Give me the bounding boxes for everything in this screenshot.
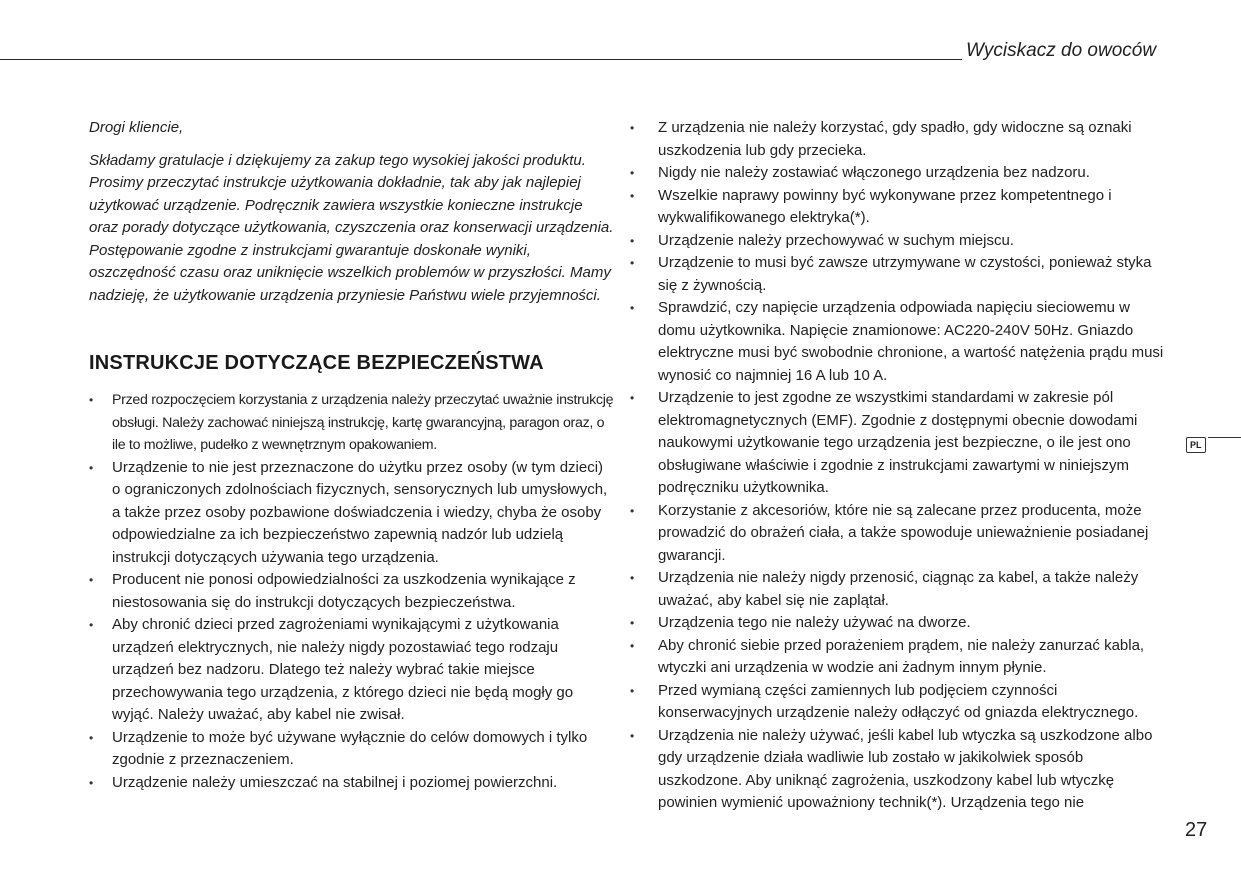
list-item: • Urządzenia nie należy nigdy przenosić, ciągnąc za kabel, a także należy uważać, aby kabel się nie zaplątał. [630, 567, 1170, 612]
list-item: • Producent nie ponosi odpowiedzialności za uszkodzenia wynikające z niestosowania się do instrukcji dotyczących bezpieczeństwa. [89, 569, 614, 614]
list-item: • Nigdy nie należy zostawiać włączonego urządzenia bez nadzoru. [630, 162, 1170, 185]
list-item: • Urządzenie to jest zgodne ze wszystkimi standardami w zakresie pól elektromagnetycznych (EMF). Zgodnie z dostępnymi obecnie dowodami naukowymi użytkowanie tego urządzenia jest bezpieczne, o ile jest ono obsługiwane właściwie i zgodnie z instrukcjami zawartymi w niniejszym podręczniku użytkownika. [630, 387, 1170, 500]
right-column [630, 117, 1170, 815]
list-item: • Sprawdzić, czy napięcie urządzenia odpowiada napięciu sieciowemu w domu użytkownika. Napięcie znamionowe: AC220-240V 50Hz. Gniazdo elektryczne musi być swobodnie chronione, a wartość natężenia prądu musi wynosić co najmniej 16 A lub 10 A. [630, 297, 1170, 387]
list-item: • Urządzenia tego nie należy używać na dworze. [630, 612, 1170, 635]
list-item: • Urządzenie to nie jest przeznaczone do użytku przez osoby (w tym dzieci) o ograniczonych zdolnościach fizycznych, sensorycznych lub umysłowych, a także przez osoby pozbawione doświadczenia i wiedzy, chyba że osoby odpowiedzialne za ich bezpieczeństwo zapewnią nadzór lub udzielą instrukcji dotyczących używania tego urządzenia. [89, 457, 614, 570]
list-item: • Urządzenie to musi być zawsze utrzymywane w czystości, ponieważ styka się z żywnością. [630, 252, 1170, 297]
list-item: • Urządzenie to może być używane wyłącznie do celów domowych i tylko zgodnie z przeznaczeniem. [89, 727, 614, 772]
page-number: 27 [1185, 819, 1208, 841]
list-item: • Urządzenie należy umieszczać na stabilnej i poziomej powierzchni. [89, 772, 614, 795]
left-column [89, 117, 614, 794]
list-item: • Aby chronić siebie przed porażeniem prądem, nie należy zanurzać kabla, wtyczki ani urządzenia w wodzie ani żadnym innym płynie. [630, 635, 1170, 680]
safety-list-right [630, 117, 1170, 815]
list-item: • Urządzenia nie należy używać, jeśli kabel lub wtyczka są uszkodzone albo gdy urządzenie działa wadliwie lub zostało w jakikolwiek sposób uszkodzone. Aby uniknąć zagrożenia, uszkodzony kabel lub wtyczkę powinien wymienić upoważniony technik(*). Urządzenia tego nie [630, 725, 1170, 815]
header-rule [0, 59, 962, 60]
language-tab-rule [1208, 437, 1241, 438]
safety-section-title: INSTRUKCJE DOTYCZĄCE BEZPIECZEŃSTWA [89, 352, 544, 374]
list-item: • Przed rozpoczęciem korzystania z urządzenia należy przeczytać uważnie instrukcję obsługi. Należy zachować niniejszą instrukcję, kartę gwarancyjną, paragon oraz, o ile to możliwe, pudełko z wewnętrznym opakowaniem. [89, 389, 614, 457]
language-tab: PL [1186, 437, 1206, 453]
list-item: • Przed wymianą części zamiennych lub podjęciem czynności konserwacyjnych urządzenie należy odłączyć od gniazda elektrycznego. [630, 680, 1170, 725]
intro-section [89, 117, 614, 307]
list-item: • Aby chronić dzieci przed zagrożeniami wynikającymi z użytkowania urządzeń elektrycznych, nie należy nigdy pozostawiać tego rodzaju urządzeń bez nadzoru. Dlatego też należy wybrać takie miejsce przechowywania tego urządzenia, z którego dzieci nie będą mogły go wyjąć. Należy uważać, aby kabel nie zwisał. [89, 614, 614, 727]
intro-body: Składamy gratulacje i dziękujemy za zakup tego wysokiej jakości produktu. Prosimy przeczytać instrukcje użytkowania dokładnie, tak aby jak najlepiej użytkować urządzenie. Podręcznik zawiera wszystkie konieczne instrukcje oraz porady dotyczące użytkowania, czyszczenia oraz konserwacji urządzenia. Postępowanie zgodne z instrukcjami gwarantuje doskonałe wyniki, oszczędność czasu oraz uniknięcie wszelkich problemów w przyszłości. Mamy nadzieję, że użytkowanie urządzenia przyniesie Państwu wiele przyjemności. [89, 151, 614, 304]
safety-list-left [89, 389, 614, 794]
list-item: • Korzystanie z akcesoriów, które nie są zalecane przez producenta, może prowadzić do obrażeń ciała, a także spowoduje unieważnienie posiadanej gwarancji. [630, 500, 1170, 568]
list-item: • Wszelkie naprawy powinny być wykonywane przez kompetentnego i wykwalifikowanego elektryka(*). [630, 185, 1170, 230]
list-item: • Urządzenie należy przechowywać w suchym miejscu. [630, 230, 1170, 253]
document-title: Wyciskacz do owoców [966, 40, 1157, 61]
list-item: • Z urządzenia nie należy korzystać, gdy spadło, gdy widoczne są oznaki uszkodzenia lub gdy przecieka. [630, 117, 1170, 162]
intro-salutation: Drogi kliencie, [89, 119, 184, 136]
